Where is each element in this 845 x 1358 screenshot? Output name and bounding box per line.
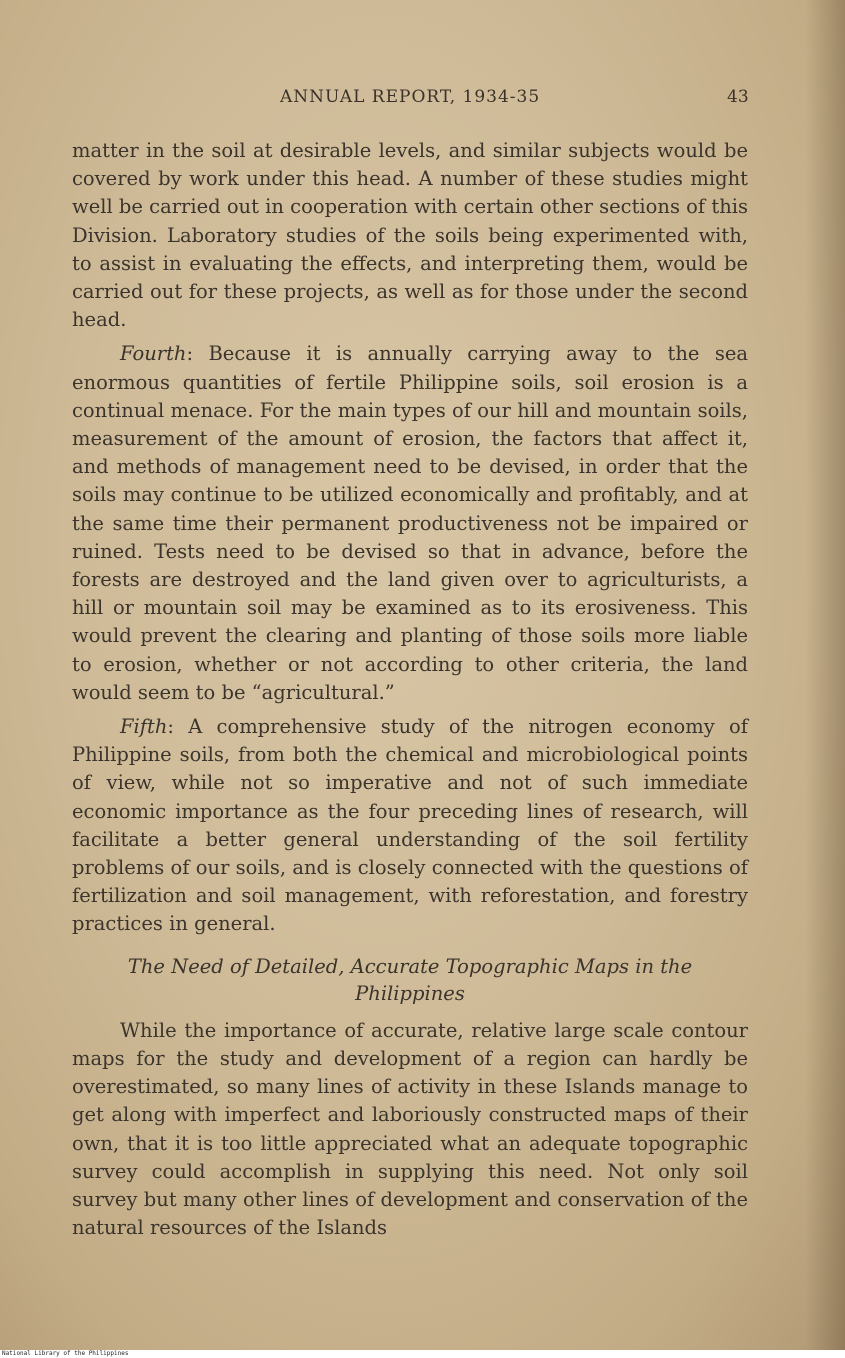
footer-strip (0, 1350, 845, 1358)
section-paragraph (72, 1017, 748, 1243)
library-credit: National Library of the Philippines (2, 1350, 129, 1357)
paragraph-text: : A comprehensive study of the nitrogen economy of Philippine soils, from both the chemical and microbiological points of view, while not so imperative and not of such immediate economic importance as the four preceding lines of research, will facilitate a better general understanding of the soil fertility problems of our soils, and is closely connected with the questions of fertilization and soil management, with reforestation, and forestry practices in general. (72, 715, 748, 936)
running-title: ANNUAL REPORT, 1934-35 (280, 87, 541, 107)
section-heading: The Need of Detailed, Accurate Topographic Maps in the Philippines (127, 954, 693, 1005)
page-body (72, 137, 748, 1242)
page-number: 43 (727, 87, 749, 107)
paragraph-text: While the importance of accurate, relative large scale contour maps for the study and development of a region can hardly be overestimated, so many lines of activity in these Islands manage to get along with imperfect and laboriously constructed maps of their own, that it is too little appreciated what an adequate topographic survey could accomplish in supplying this need. Not only soil survey but many other lines of development and conservation of the natural resources of the Islands (72, 1018, 748, 1240)
paragraph-text: matter in the soil at desirable levels, and similar subjects would be covered by work under this head. A number of these studies might well be carried out in cooperation with certain other sections of this Division. Laboratory studies of the soils being experimented with, to assist in evaluating the effects, and interpreting them, would be carried out for these projects, as well as for those under the second head. (72, 139, 748, 332)
paragraph-lead: Fourth (120, 342, 187, 366)
paragraph-continued (72, 137, 748, 334)
paragraph-lead: Fifth (120, 715, 168, 739)
page-header (0, 87, 845, 115)
paragraph-fifth (72, 713, 748, 939)
paragraph-fourth (72, 340, 748, 707)
paragraph-text: : Because it is annually carrying away to the sea enormous quantities of fertile Philippine soils, soil erosion is a continual menace. For the main types of our hill and mountain soils, measurement of the amount of erosion, the factors that affect it, and methods of management need to be devised, in order that the soils may continue to be utilized economically and profitably, and at the same time their permanent productiveness not be impaired or ruined. Tests need to be devised so that in advance, before the forests are destroyed and the land given over to agriculturists, a hill or mountain soil may be examined as to its erosiveness. This would prevent the clearing and planting of those soils more liable to erosion, whether or not according to other criteria, the land would seem to be “agricultural.” (72, 342, 748, 704)
